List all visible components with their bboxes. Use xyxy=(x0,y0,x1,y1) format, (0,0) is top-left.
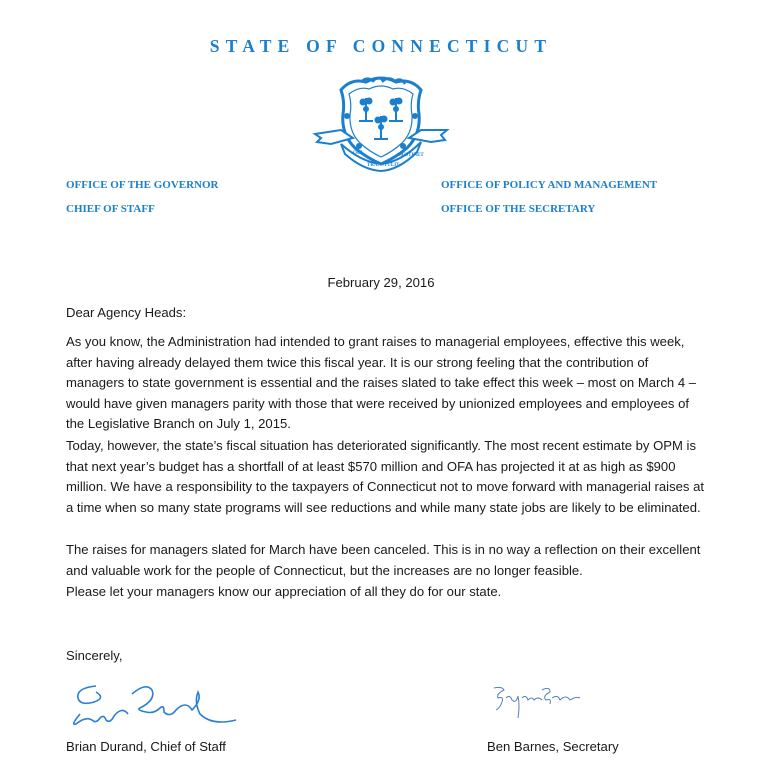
handwritten-signature-icon xyxy=(488,684,583,724)
svg-text:TRANSTULIT: TRANSTULIT xyxy=(367,163,400,168)
handwritten-signature-icon xyxy=(66,680,246,730)
paragraph-3: The raises for managers slated for March have been canceled. This is in no way a reflection on their excellent and valuable work for the people of Connecticut, but the increases are no longer feasible. xyxy=(66,542,701,578)
closing: Sincerely, xyxy=(66,648,123,663)
paragraph-1: As you know, the Administration had intended to grant raises to managerial employees, effective this week, after having already delayed them twice this fiscal year. It is our strong feeling that the contribution of managers to state government is essential and the raises slated to take effect this week – most on March 4 – would have given managers parity with those that were received by unionized employees and employees of the Legislative Branch on July 1, 2015. xyxy=(66,334,697,431)
signer-right: Ben Barnes, Secretary xyxy=(487,739,619,754)
paragraph-4: Please let your managers know our appreciation of all they do for our state. xyxy=(66,584,502,599)
left-office-line2: CHIEF OF STAFF xyxy=(66,203,155,215)
right-office-line2: OFFICE OF THE SECRETARY xyxy=(441,203,596,215)
left-office-line1: OFFICE OF THE GOVERNOR xyxy=(66,179,219,191)
signer-left: Brian Durand, Chief of Staff xyxy=(66,739,226,754)
letterhead-title: STATE OF CONNECTICUT xyxy=(209,36,553,56)
letter-date: February 29, 2016 xyxy=(327,275,435,290)
svg-text:QUI: QUI xyxy=(353,151,363,156)
right-office-line1: OFFICE OF POLICY AND MANAGEMENT xyxy=(441,179,658,191)
salutation: Dear Agency Heads: xyxy=(66,305,187,320)
svg-text:SUSTINET: SUSTINET xyxy=(399,153,424,158)
paragraph-2: Today, however, the state’s fiscal situation has deteriorated significantly. The most recent estimate by OPM is that next year’s budget has a shortfall of at least $570 million and OFA has projected it at as high as $900 million. We have a responsibility to the taxpayers of Connecticut not to move forward with managerial raises at a time when so many state programs will see reductions and while many state jobs are likely to be eliminated. xyxy=(66,438,705,515)
connecticut-state-seal-icon xyxy=(311,72,451,172)
